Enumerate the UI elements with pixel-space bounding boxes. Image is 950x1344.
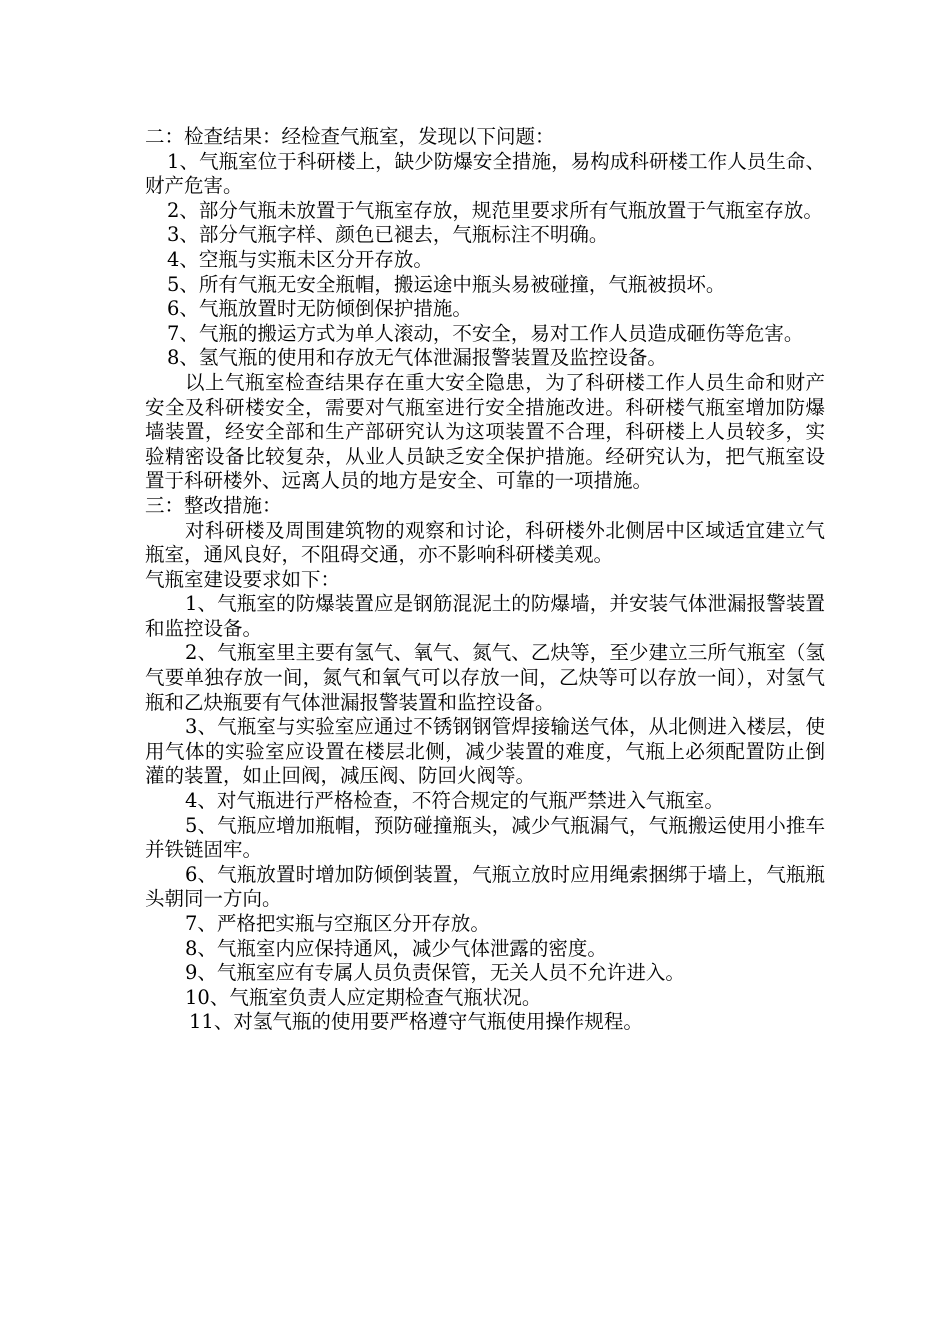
problem-item-1: 1、气瓶室位于科研楼上，缺少防爆安全措施，易构成科研楼工作人员生命、财产危害。 [145,149,825,198]
requirement-item-1: 1、气瓶室的防爆装置应是钢筋混泥土的防爆墙，并安装气体泄漏报警装置和监控设备。 [145,592,825,640]
requirement-item-8: 8、气瓶室内应保持通风，减少气体泄露的密度。 [185,936,607,960]
requirement-item-6: 6、气瓶放置时增加防倾倒装置，气瓶立放时应用绳索捆绑于墙上，气瓶瓶头朝同一方向。 [145,862,825,911]
summary-paragraph: 以上气瓶室检查结果存在重大安全隐患，为了科研楼工作人员生命和财产安全及科研楼安全，需要对气瓶室进行安全措施改进。科研楼气瓶室增加防爆墙装置，经安全部和生产部研究认为这项装置不合理，科研楼上人员较多，实验精密设备比较复杂，从业人员缺乏安全保护措施。经研究认为，把气瓶室设置于科研楼外、远离人员的地方是安全、可靠的一项措施。 [145,370,825,493]
requirement-item-7: 7、严格把实瓶与空瓶区分开存放。 [185,912,490,935]
problem-item-2: 2、部分气瓶未放置于气瓶室存放，规范里要求所有气瓶放置于气瓶室存放。 [167,198,823,222]
problem-item-6: 6、气瓶放置时无防倾倒保护措施。 [167,297,472,321]
problem-item-8: 8、氢气瓶的使用和存放无气体泄漏报警装置及监控设备。 [167,346,667,370]
problem-item-7: 7、气瓶的搬运方式为单人滚动，不安全，易对工作人员造成砸伤等危害。 [167,321,804,345]
problem-item-4: 4、空瓶与实瓶未区分开存放。 [167,247,433,271]
problem-item-3: 3、部分气瓶字样、颜色已褪去，气瓶标注不明确。 [167,223,609,247]
requirement-item-11: 11、对氢气瓶的使用要严格遵守气瓶使用操作规程。 [189,1010,643,1034]
requirement-item-2: 2、气瓶室里主要有氢气、氧气、氮气、乙炔等，至少建立三所气瓶室（氢气要单独存放一间，氮气和氧气可以存放一间，乙炔等可以存放一间），对氢气瓶和乙炔瓶要有气体泄漏报警装置和监控设备。 [145,641,825,714]
section3-intro: 对科研楼及周围建筑物的观察和讨论，科研楼外北侧居中区域适宜建立气瓶室，通风良好，不阻碍交通，亦不影响科研楼美观。 [145,518,825,567]
requirement-item-9: 9、气瓶室应有专属人员负责保管，无关人员不允许进入。 [185,961,685,985]
section2-heading: 二：检查结果：经检查气瓶室，发现以下问题： [145,125,555,148]
requirement-item-5: 5、气瓶应增加瓶帽，预防碰撞瓶头，减少气瓶漏气，气瓶搬运使用小推车并铁链固牢。 [145,813,825,862]
requirements-heading: 气瓶室建设要求如下： [145,567,341,591]
document-page [145,125,825,1035]
requirement-item-4: 4、对气瓶进行严格检查，不符合规定的气瓶严禁进入气瓶室。 [185,789,724,813]
section3-heading: 三：整改措施： [145,493,282,517]
problem-item-5: 5、所有气瓶无安全瓶帽，搬运途中瓶头易被碰撞，气瓶被损坏。 [167,272,726,296]
requirement-item-10: 10、气瓶室负责人应定期检查气瓶状况。 [185,985,542,1009]
requirement-item-3: 3、气瓶室与实验室应通过不锈钢钢管焊接输送气体，从北侧进入楼层，使用气体的实验室应设置在楼层北侧，减少装置的难度，气瓶上必须配置防止倒灌的装置，如止回阀，减压阀、防回火阀等。 [145,715,825,788]
